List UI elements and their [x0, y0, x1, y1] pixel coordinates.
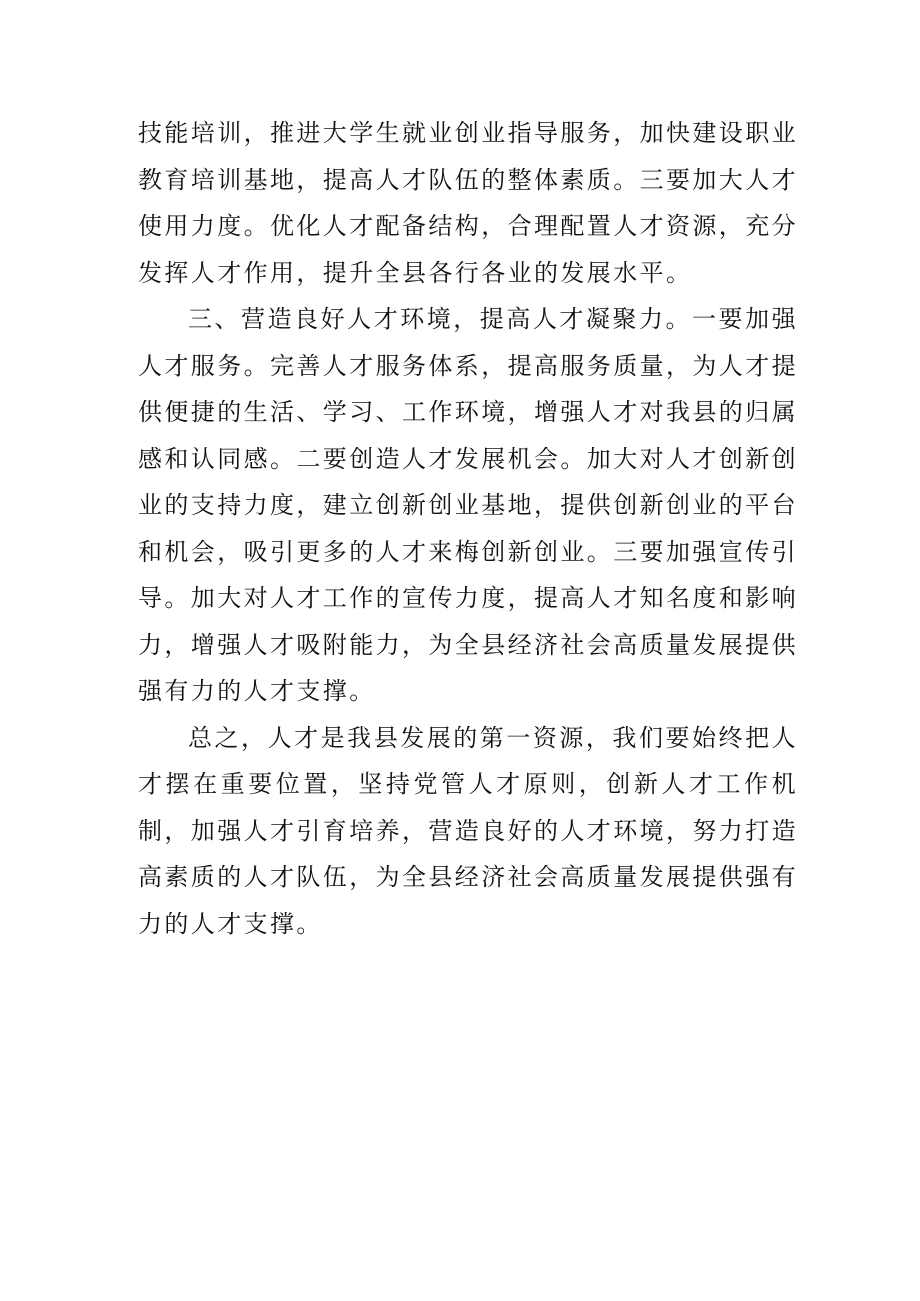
paragraph-talent-environment: 三、营造良好人才环境，提高人才凝聚力。一要加强人才服务。完善人才服务体系，提高服务质量，为人才提供便捷的生活、学习、工作环境，增强人才对我县的归属感和认同感。二要创造人才发展机会。加大对人才创新创业的支持力度，建立创新创业基地，提供创新创业的平台和机会，吸引更多的人才来梅创新创业。三要加强宣传引导。加大对人才工作的宣传力度，提高人才知名度和影响力，增强人才吸附能力，为全县经济社会高质量发展提供强有力的人才支撑。: [138, 305, 798, 705]
paragraph-conclusion: 总之，人才是我县发展的第一资源，我们要始终把人才摆在重要位置，坚持党管人才原则，创新人才工作机制，加强人才引育培养，营造良好的人才环境，努力打造高素质的人才队伍，为全县经济社会高质量发展提供强有力的人才支撑。: [138, 723, 798, 938]
paragraph-continuation: 技能培训，推进大学生就业创业指导服务，加快建设职业教育培训基地，提高人才队伍的整体素质。三要加大人才使用力度。优化人才配备结构，合理配置人才资源，充分发挥人才作用，提升全县各行各业的发展水平。: [138, 119, 798, 287]
document-body: [138, 110, 798, 947]
